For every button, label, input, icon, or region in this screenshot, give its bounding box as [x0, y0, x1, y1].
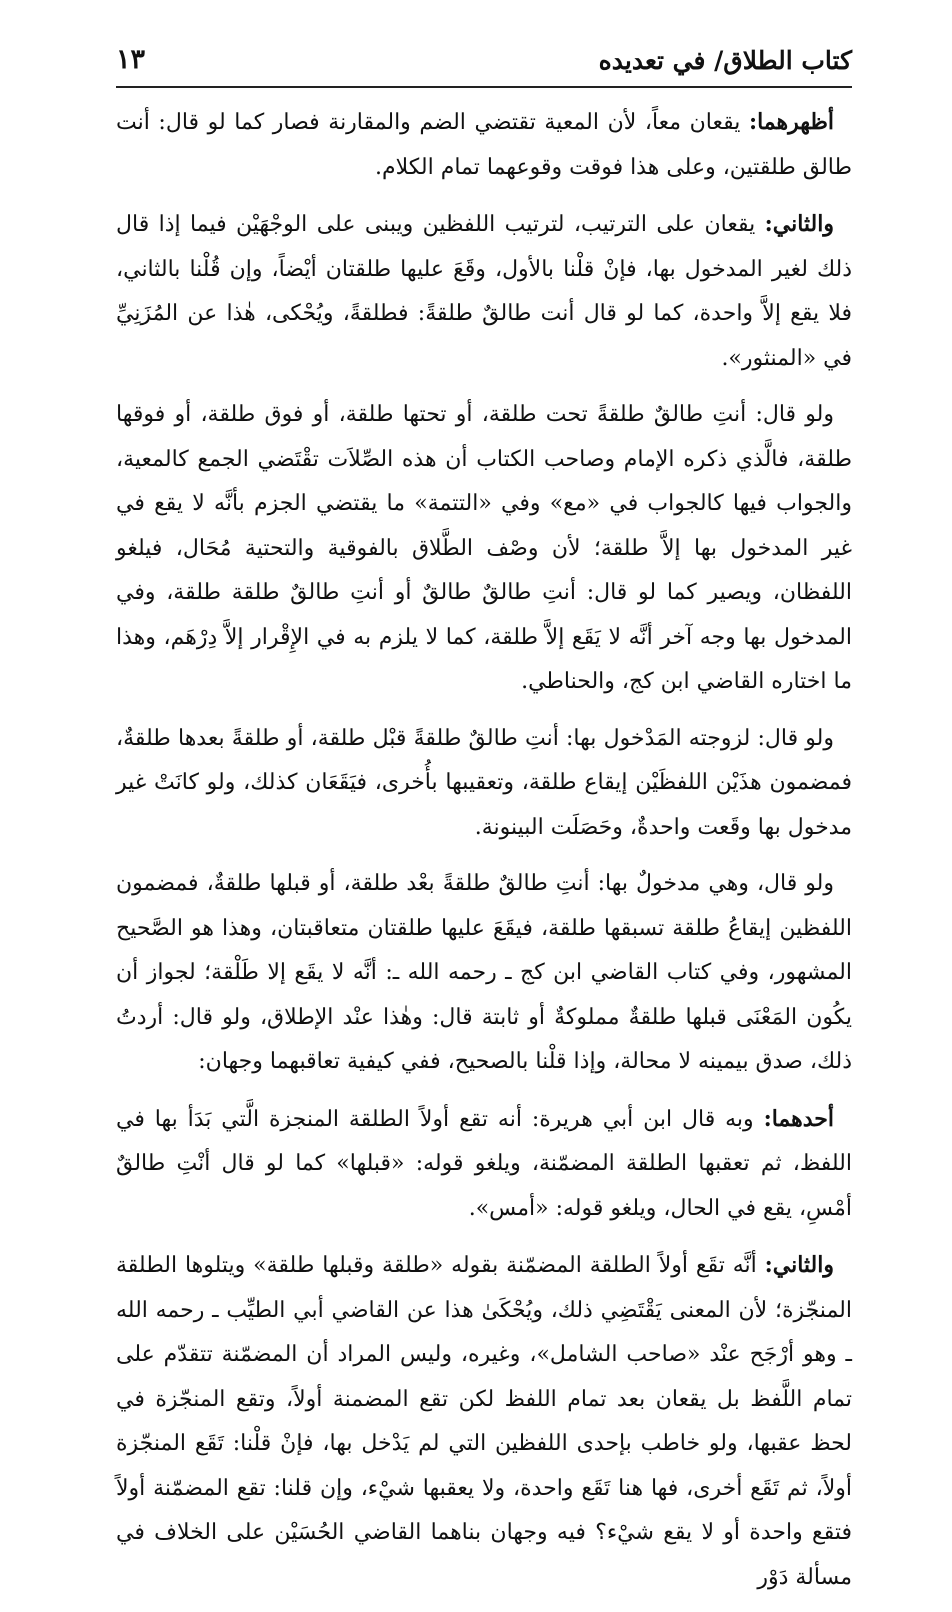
chapter-title: كتاب الطلاق/ في تعديده: [598, 46, 852, 75]
paragraph-text: ولو قال، وهي مدخولٌ بها: أنتِ طالقٌ طلقةً بعْد طلقة، أو قبلها طلقةٌ، فمضمون اللفظين إيقاعُ طلقة تسبقها طلقة، فيقَعَ عليها طلقتان متعاقبتان، وهذا هو الصَّحيح المشهور، وفي كتاب القاضي ابن كج ـ رحمه الله ـ: أنَّه لا يقَع إلا طَلْقة؛ لجواز أن يكُون المَعْنَى قبلها طلقةٌ مملوكةٌ أو ثابتة قال: وهٰذا عنْد الإطلاق، ولو قال: أردتُ ذلك، صدق بيمينه لا محالة، وإذا قلْنا بالصحيح، ففي كيفية تعاقبهما وجهان:: [116, 871, 852, 1074]
paragraph: [116, 202, 852, 381]
paragraph-lead: والثاني:: [764, 1252, 834, 1278]
paragraph: [116, 393, 852, 705]
paragraph-text: يقعان معاً، لأن المعية تقتضي الضم والمقارنة فصار كما لو قال: أنت طالق طلقتين، وعلى هذا فوقت وقوعهما تمام الكلام.: [116, 110, 852, 180]
paragraph: [116, 1097, 852, 1232]
paragraph-lead: والثاني:: [764, 211, 834, 237]
paragraph: [116, 717, 852, 851]
paragraph-text: يقعان على الترتيب، لترتيب اللفظين ويبنى على الوجْهَيْن فيما إذا قال ذلك لغير المدخول بها، فإنْ قلْنا بالأول، وقَعَ عليها طلقتان أيْضاً، وإن قُلْنا بالثاني، فلا يقع إلاَّ واحدة، كما لو قال أنت طالقٌ طلقةً: فطلقةً، ويُحْكى، هٰذا عن المُزَنِيِّ في «المنثور».: [116, 212, 852, 371]
main-text: [116, 100, 852, 1612]
paragraph-lead: أحدهما:: [763, 1105, 834, 1132]
paragraph: [116, 1243, 852, 1600]
running-header: [116, 38, 852, 88]
paragraph-text: ولو قال: لزوجته المَدْخول بها: أنتِ طالقٌ طلقةً قبْل طلقة، أو طلقةً بعدها طلقةٌ، فمضمون هذَيْن اللفظَيْن إيقاع طلقة، وتعقيبها بأُخرى، فيَقَعَان كذلك، ولو كانَتْ غير مدخول بها وقَعت واحدةٌ، وحَصَلَت البينونة.: [116, 725, 852, 840]
paragraph-lead: أظهرهما:: [748, 109, 834, 135]
paragraph: [116, 862, 852, 1085]
paragraph-text: ولو قال: أنتِ طالقٌ طلقةً تحت طلقة، أو تحتها طلقة، أو فوق طلقة، أو فوقها طلقة، فالَّذي ذكره الإمام وصاحب الكتاب أن هذه الصِّلاَت تقْتَضي الجمع كالمعية، والجواب فيها كالجواب في «مع» وفي «التتمة» ما يقتضي الجزم بأنَّه لا يقع في غير المدخول بها إلاَّ طلقة؛ لأن وصْف الطَّلاق بالفوقية والتحتية مُحَال، فيلغو اللفظان، ويصير كما لو قال: أنتِ طالقٌ طالقٌ أو أنتِ طالقٌ طلقة طلقة، وفي المدخول بها وجه آخر أنَّه لا يَقَع إلاَّ طلقة، كما لا يلزم به في الإِقْرار إلاَّ دِرْهَم، وهذا ما اختاره القاضي ابن كج، والحناطي.: [116, 402, 852, 694]
paragraph: [116, 100, 852, 190]
page-number: ١٣: [116, 44, 146, 75]
paragraph-text: أنَّه تقَع أولاً الطلقة المضمّنة بقوله «طلقة وقبلها طلقة» ويتلوها الطلقة المنجّزة؛ لأن المعنى يَقْتَضِي ذلك، ويُحْكَىٰ هذا عن القاضي أبي الطيِّب ـ رحمه الله ـ وهو أرْجَح عنْد «صاحب الشامل»، وغيره، وليس المراد أن المضمّنة تتقدّم على تمام اللَّفظ بل يقعان بعد تمام اللفظ لكن تقع المضمنة أولاً، وتقع المنجّزة في لحظ عقبها، ولو خاطب بإحدى اللفظين التي لم يَدْخل بها، فإنْ قلْنا: تَقَع المنجّزة أولاً، ثم تَقَع أخرى، فها هنا تَقَع واحدة، ولا يعقبها شيْء، وإن قلنا: تقع المضمّنة أولاً فتقع واحدة أو لا يقع شيْء؟ فيه وجهان بناهما القاضي الحُسَيْن على الخلاف في مسألة دَوْر: [116, 1253, 853, 1590]
paragraph-text: وبه قال ابن أبي هريرة: أنه تقع أولاً الطلقة المنجزة الَّتي بَدَأ بها في اللفظ، ثم تعقبها الطلقة المضمّنة، ويلغو قوله: «قبلها» كما لو قال أنْتِ طالقٌ أمْسِ، يقع في الحال، ويلغو قوله: «أمس».: [116, 1106, 852, 1221]
